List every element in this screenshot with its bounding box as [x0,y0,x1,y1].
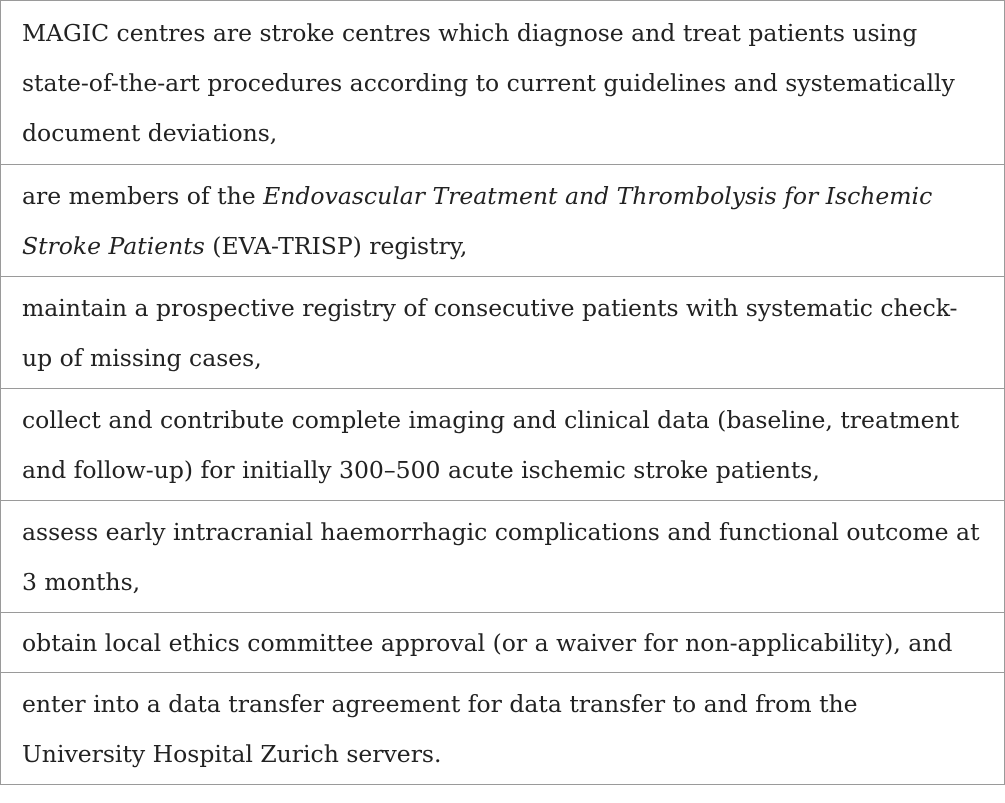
row-text-post: (EVA-TRISP) registry, [204,231,468,260]
row-text: MAGIC centres are stroke centres which diagnose and treat patients using state-of-the-art procedures according to current guidelines and systematically document deviations, [22,18,955,147]
table-row [1,1,1004,165]
registry-name: Endovascular Treatment and Thrombolysis for Ischemic Stroke Patients [22,181,933,260]
table-row [1,613,1004,673]
row-text [22,171,984,271]
row-text: enter into a data transfer agreement for data transfer to and from the University Hospital Zurich servers. [22,689,858,768]
table-row [1,389,1004,501]
table-row [1,673,1004,785]
row-text: collect and contribute complete imaging and clinical data (baseline, treatment and follow-up) for initially 300–500 acute ischemic stroke patients, [22,405,960,484]
table-row [1,165,1004,277]
row-text: maintain a prospective registry of consecutive patients with systematic check-up of missing cases, [22,293,958,372]
table-row [1,277,1004,389]
row-text-pre: are members of the [22,181,264,210]
table-row [1,501,1004,613]
row-text: obtain local ethics committee approval (or a waiver for non-applicability), and [22,628,953,657]
row-text: assess early intracranial haemorrhagic complications and functional outcome at 3 months, [22,517,980,596]
